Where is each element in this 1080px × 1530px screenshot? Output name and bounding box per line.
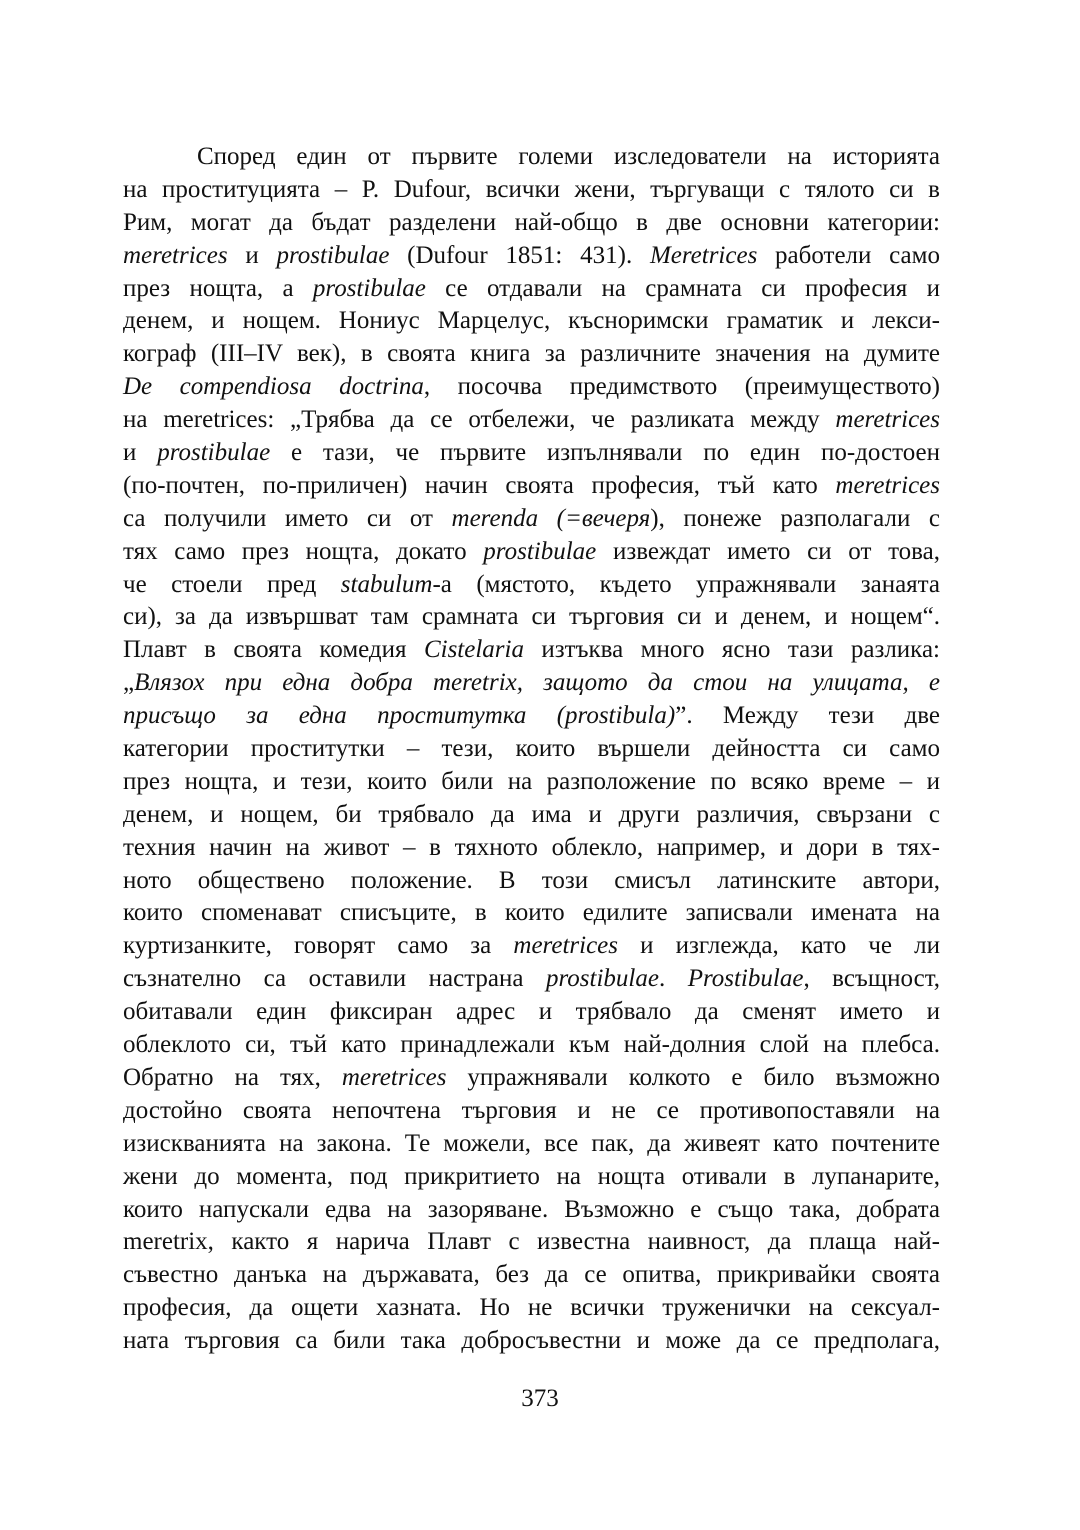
italic-text: merenda (=вечеря: [451, 504, 651, 532]
text-segment: извеждат името си от това,: [596, 537, 940, 565]
text-segment: изтъква много ясно тази разлика:: [523, 636, 940, 664]
document-page: [123, 141, 940, 1358]
text-line: [123, 700, 940, 733]
text-segment: през нощта, а: [123, 274, 313, 302]
italic-text: prostibulae: [276, 241, 390, 269]
text-segment: че стоели пред: [123, 570, 341, 598]
text-segment: денем, и нощем. Нониус Марцелус, късноримски граматик и лекси-: [123, 307, 940, 335]
text-line: [123, 667, 940, 700]
text-line: [123, 897, 940, 930]
text-line: [123, 470, 940, 503]
italic-text: meretrices: [835, 471, 940, 499]
text-segment: жени до момента, под прикритието на нощта отивали в лупанарите,: [123, 1162, 940, 1190]
text-segment: си), за да извършват там срамната си търговия си и денем, и нощем“.: [123, 603, 940, 631]
text-segment: и изглежда, като че ли: [618, 932, 940, 960]
text-segment: през нощта, и тези, които били на разположение по всяко време – и: [123, 767, 940, 795]
italic-text: Meretrices: [649, 241, 758, 269]
text-line: [123, 174, 940, 207]
text-segment: съзнателно са оставили настрана: [123, 965, 546, 993]
text-line: [123, 569, 940, 602]
italic-text: prostibulae: [483, 537, 597, 565]
text-segment: -а (мястото, където упражнявали занаята: [432, 570, 940, 598]
text-segment: категории проститутки – тези, които вършели дейността си само: [123, 735, 940, 763]
text-line: [123, 305, 940, 338]
text-segment: са получили името си от: [123, 504, 452, 532]
text-segment: денем, и нощем, би трябвало да има и други различия, свързани с: [123, 800, 940, 828]
italic-text: meretrices: [123, 241, 228, 269]
text-segment: изискванията на закона. Те можели, все пак, да живеят като почтените: [123, 1129, 940, 1157]
text-segment: и: [227, 241, 277, 269]
text-line: [123, 1259, 940, 1292]
text-segment: съвестно данъка на държавата, без да се опитва, прикривайки своята: [123, 1261, 940, 1289]
text-segment: .: [658, 965, 688, 993]
body-paragraph: [123, 141, 940, 1358]
italic-text: prostibulae: [545, 965, 659, 993]
text-line: [123, 634, 940, 667]
text-line: [123, 1292, 940, 1325]
italic-text: meretrices: [835, 406, 940, 434]
text-line: [123, 1095, 940, 1128]
text-segment: работели само: [757, 241, 940, 269]
text-segment: кограф (III–IV век), в своята книга за различните значения на думите: [123, 340, 940, 368]
text-line: [123, 1062, 940, 1095]
text-segment: (Dufour 1851: 431).: [389, 241, 650, 269]
text-segment: „: [123, 669, 135, 697]
text-segment: облеклото си, тъй като принадлежали към най-долния слой на плебса.: [123, 1031, 940, 1059]
text-segment: ), понеже разполагали с: [650, 504, 940, 532]
italic-text: присъщо за една проститутка (prostibula): [123, 702, 676, 730]
text-segment: и: [123, 439, 158, 467]
italic-text: Cistelaria: [423, 636, 524, 664]
text-line: [123, 865, 940, 898]
italic-text: Prostibulae: [687, 965, 804, 993]
text-segment: които напускали едва на зазоряване. Възможно е също така, добрата: [123, 1195, 940, 1223]
text-segment: ната търговия са били така добросъвестни и може да се предполага,: [123, 1327, 940, 1355]
text-line: [123, 799, 940, 832]
text-segment: , посочва предимството (преимуществото): [423, 373, 940, 401]
text-line: [123, 1128, 940, 1161]
text-line: [123, 404, 940, 437]
text-line: [123, 963, 940, 996]
text-line: [123, 240, 940, 273]
text-line: [123, 503, 940, 536]
text-line: [123, 996, 940, 1029]
text-segment: Рим, могат да бъдат разделени най-общо в две основни категории:: [123, 208, 940, 236]
text-segment: упражнявали колкото е било възможно: [446, 1063, 940, 1091]
text-line: [123, 338, 940, 371]
text-segment: професия, да ощети хазната. Но не всички труженички на сексуал-: [123, 1294, 940, 1322]
text-segment: се отдавали на срамната си професия и: [425, 274, 940, 302]
italic-text: meretrices: [341, 1063, 447, 1091]
page-number: 373: [521, 1385, 559, 1412]
text-segment: достойно своята непочтена търговия и не се противопоставяли на: [123, 1096, 940, 1124]
text-line: [123, 141, 940, 174]
italic-text: prostibulae: [157, 439, 271, 467]
text-line: [123, 930, 940, 963]
text-segment: (по-почтен, по-приличен) начин своята професия, тъй като: [123, 471, 836, 499]
text-line: [123, 273, 940, 306]
text-segment: ното обществено положение. В този смисъл латинските автори,: [123, 866, 940, 894]
text-segment: които споменават списъците, в които едилите записвали имената на: [123, 899, 940, 927]
text-segment: Според един от първите големи изследователи на историята: [197, 143, 940, 170]
italic-text: stabulum: [340, 570, 433, 598]
text-segment: е тази, че първите изпълнявали по един по-достоен: [270, 439, 940, 467]
text-line: [123, 733, 940, 766]
text-segment: техния начин на живот – в тяхното облекло, например, и дори в тях-: [123, 833, 940, 861]
text-segment: , всъщност,: [803, 965, 940, 993]
text-segment: meretrix, както я нарича Плавт с известна наивност, да плаща най-: [123, 1228, 940, 1256]
text-line: [123, 437, 940, 470]
italic-text: Влязох при една добра meretrix, защото да стои на улицата, е: [134, 669, 940, 697]
text-segment: тях само през нощта, докато: [123, 537, 484, 565]
text-line: [123, 536, 940, 569]
text-segment: на meretrices: „Трябва да се отбележи, че разликата между: [123, 406, 836, 434]
text-line: [123, 601, 940, 634]
text-segment: куртизанките, говорят само за: [123, 932, 514, 960]
text-line: [123, 1325, 940, 1358]
text-line: [123, 766, 940, 799]
text-line: [123, 1029, 940, 1062]
text-segment: Обратно на тях,: [123, 1063, 342, 1091]
text-segment: на проституцията – P. Dufour, всички жени, търгуващи с тялото си в: [123, 175, 940, 203]
italic-text: meretrices: [513, 932, 618, 960]
italic-text: De compendiosa doctrina: [123, 373, 424, 401]
text-line: [123, 1161, 940, 1194]
text-segment: ”. Между тези две: [675, 702, 940, 730]
italic-text: prostibulae: [312, 274, 426, 302]
text-line: [123, 371, 940, 404]
text-line: [123, 1194, 940, 1227]
text-segment: обитавали един фиксиран адрес и трябвало да сменят името и: [123, 998, 940, 1026]
text-line: [123, 1226, 940, 1259]
text-line: [123, 832, 940, 865]
text-segment: Плавт в своята комедия: [123, 636, 424, 664]
text-line: [123, 207, 940, 240]
